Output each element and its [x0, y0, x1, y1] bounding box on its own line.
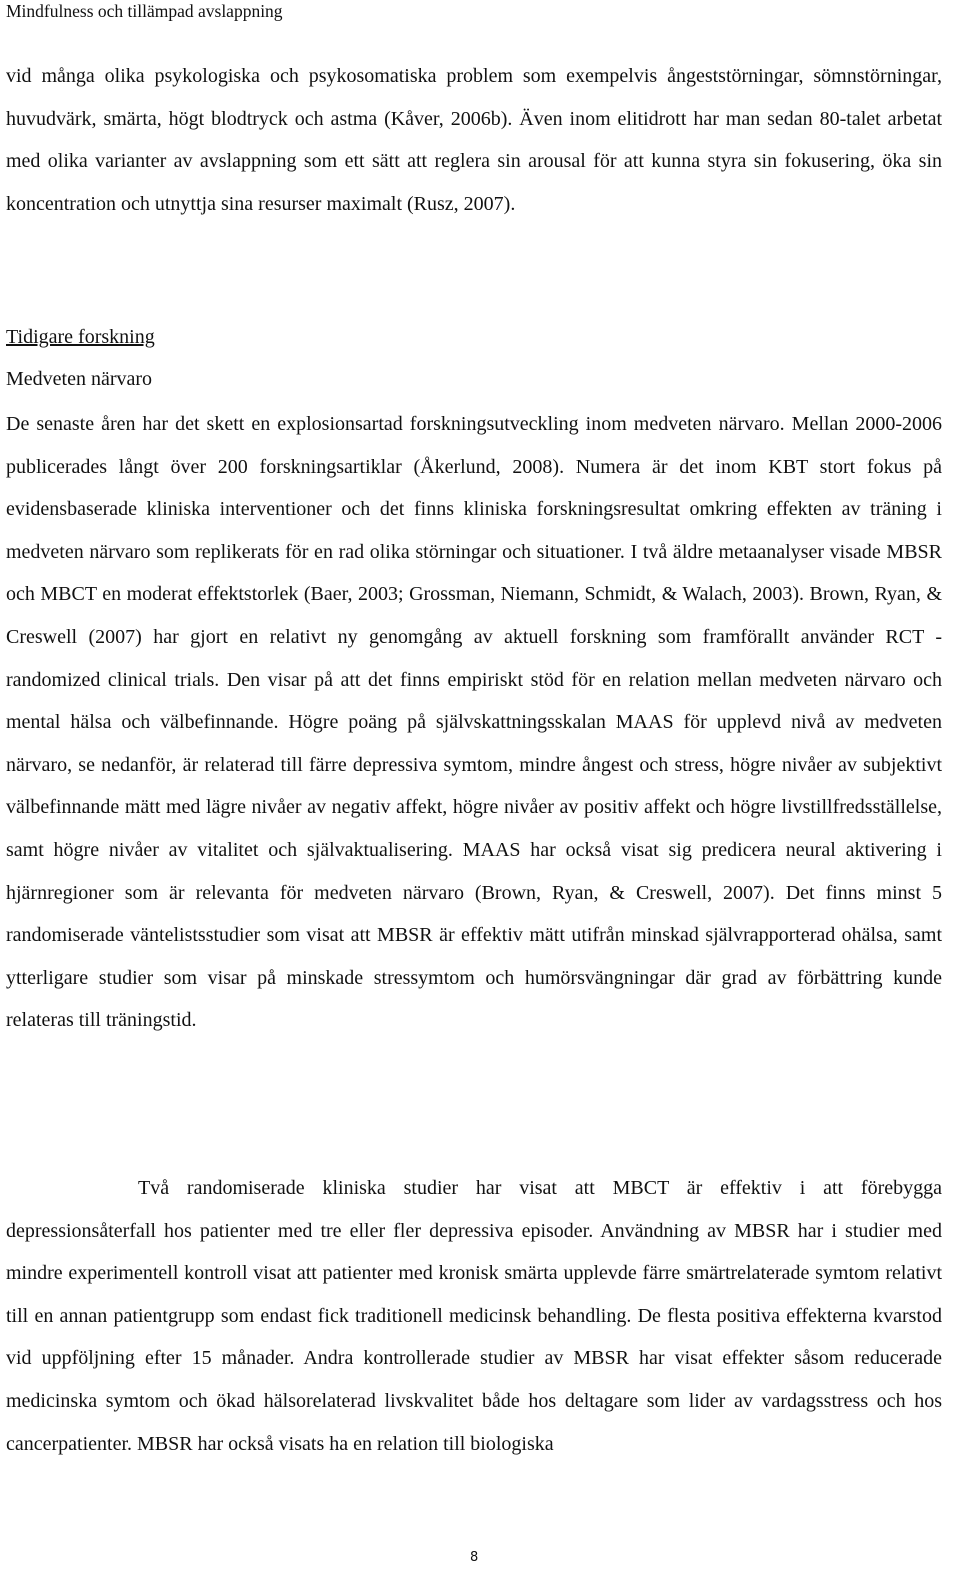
subsection-heading: Medveten närvaro	[6, 368, 153, 390]
paragraph-trials: Två randomiserade kliniska studier har visat att MBCT är effektiv i att förebygga depressionsåterfall hos patienter med tre eller fler depressiva episoder. Användning av MBSR har i studier med mindre experimentell kontroll visat att patienter med kronisk smärta upplevde färre smärtrelaterade symtom relativt till en annan patientgrupp som endast fick traditionell medicinsk behandling. De flesta positiva effekterna kvarstod vid uppföljning efter 15 månader. Andra kontrollerade studier av MBSR har visat effekter såsom reducerade medicinska symtom och ökad hälsorelaterad livskvalitet både hos deltagare som lider av vardagsstress och hos cancerpatienter. MBSR har också visats ha en relation till biologiska	[6, 1177, 942, 1455]
running-header: Mindfulness och tillämpad avslappning	[6, 1, 283, 21]
paragraph-research: De senaste åren har det skett en explosionsartad forskningsutveckling inom medveten närvaro. Mellan 2000-2006 publicerades långt över 200 forskningsartiklar (Åkerlund, 2008). Numera är det inom KBT stort fokus på evidensbaserade kliniska interventioner och det finns kliniska forskningsresultat omkring effekten av träning i medveten närvaro som replikerats för en rad olika störningar och situationer. I två äldre metaanalyser visade MBSR och MBCT en moderat effektstorlek (Baer, 2003; Grossman, Niemann, Schmidt, & Walach, 2003). Brown, Ryan, & Creswell (2007) har gjort en relativt ny genomgång av aktuell forskning som framförallt använder RCT - randomized clinical trials. Den visar på att det finns empiriskt stöd för en relation mellan medveten närvaro och mental hälsa och välbefinnande. Högre poäng på självskattningsskalan MAAS för upplevd nivå av medveten närvaro, se nedanför, är relaterad till färre depressiva symtom, mindre ångest och stress, högre nivåer av subjektivt välbefinnande mätt med lägre nivåer av negativ affekt, högre nivåer av positiv affekt och högre livstillfredsställelse, samt högre nivåer av vitalitet och självaktualisering. MAAS har också visat sig predicera neural aktivering i hjärnregioner som är relevanta för medveten närvaro (Brown, Ryan, & Creswell, 2007). Det finns minst 5 randomiserade väntelistsstudier som visat att MBSR är effektiv mätt utifrån minskad självrapporterad ohälsa, samt ytterligare studier som visar på minskade stressymtom och humörsvängningar där grad av förbättring kunde relateras till träningstid.	[6, 413, 942, 1032]
page-number: 8	[470, 1550, 479, 1565]
section-heading: Tidigare forskning	[6, 326, 155, 348]
paragraph-intro: vid många olika psykologiska och psykosomatiska problem som exempelvis ångeststörningar, sömnstörningar, huvudvärk, smärta, högt blodtryck och astma (Kåver, 2006b). Även inom elitidrott har man sedan 80-talet arbetat med olika varianter av avslappning som ett sätt att reglera sin arousal för att kunna styra sin fokusering, öka sin koncentration och utnyttja sina resurser maximalt (Rusz, 2007).	[6, 65, 942, 215]
